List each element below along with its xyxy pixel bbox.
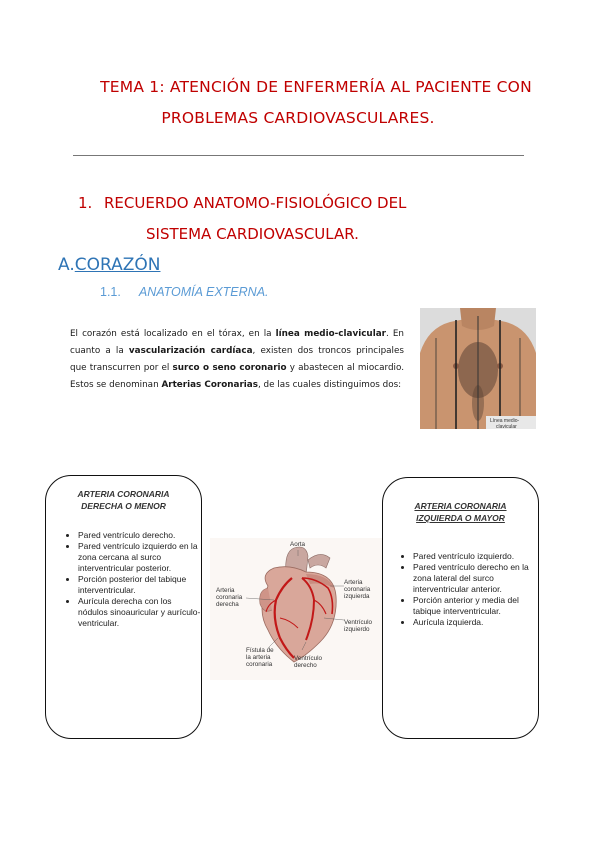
page-title-line-2: PROBLEMAS CARDIOVASCULARES. — [161, 109, 435, 127]
list-item: • Pared ventrículo izquierdo. — [413, 551, 538, 562]
list-item: • Porción posterior del tabique interventricular. — [78, 574, 201, 596]
text-run: y abastecen al miocardio. Estos se denominan — [70, 363, 404, 390]
label-left-ventricle: Ventrículo — [344, 619, 373, 626]
text-run: , existen dos troncos principales que transcurren por el — [70, 346, 404, 373]
title-divider — [73, 155, 524, 156]
bold-term: línea medio-clavicular — [275, 329, 386, 339]
photo-caption-line-1: Línea medio- — [490, 418, 520, 424]
box-title-line-1: ARTERIA CORONARIA — [77, 489, 170, 499]
label-right-coronary: derecha — [216, 601, 239, 608]
subsection-title: CORAZÓN — [74, 255, 161, 275]
label-right-coronary: coronaria — [216, 594, 243, 601]
box-title-line-2: IZQUIERDA O MAYOR — [416, 513, 505, 523]
text-run: , de las cuales distinguimos dos: — [257, 380, 402, 390]
label-left-ventricle: izquierdo — [344, 626, 370, 633]
label-fistula: la arteria — [246, 654, 271, 661]
list-item: • Aurícula derecha con los nódulos sinoauricular y aurículo-ventricular. — [78, 596, 201, 629]
page-title-line-1: TEMA 1: ATENCIÓN DE ENFERMERÍA AL PACIENTE CON — [100, 78, 532, 96]
list-item: • Pared ventrículo derecho en la zona lateral del surco interventricular anterior. — [413, 562, 538, 595]
section-heading-line-1: RECUERDO ANATOMO-FISIOLÓGICO DEL — [104, 194, 407, 212]
label-fistula: coronaria — [246, 661, 273, 668]
supply-list — [46, 530, 201, 629]
heart-coronary-diagram — [210, 538, 382, 680]
left-coronary-artery-box — [382, 477, 539, 739]
subsection-letter: A. — [58, 255, 75, 275]
supply-list — [383, 551, 538, 628]
list-item: • Pared ventrículo izquierdo en la zona cercana al surco interventricular posterior. — [78, 541, 201, 574]
bold-term: surco o seno coronario — [172, 363, 287, 373]
label-right-ventricle: Ventrículo — [294, 655, 323, 662]
label-fistula: Fístula de — [246, 647, 274, 654]
photo-caption-line-2: clavicular — [496, 424, 517, 429]
text-run: . En cuanto a la — [70, 329, 404, 356]
bold-term: vascularización cardíaca — [128, 346, 253, 356]
list-item: • Porción anterior y media del tabique interventricular. — [413, 595, 538, 617]
text-run: El corazón está localizado en el tórax, en la — [70, 329, 276, 339]
list-item: • Aurícula izquierda. — [413, 617, 538, 628]
label-aorta: Aorta — [290, 541, 306, 548]
label-left-coronary: coronaria — [344, 586, 371, 593]
box-title-line-1: ARTERIA CORONARIA — [414, 501, 507, 511]
label-right-ventricle: derecho — [294, 662, 317, 669]
section-heading-line-2: SISTEMA CARDIOVASCULAR. — [146, 225, 359, 243]
section-number: 1. — [78, 194, 93, 212]
subsection-title: ANATOMÍA EXTERNA. — [138, 285, 269, 299]
label-left-coronary: izquierda — [344, 593, 370, 600]
torso-photo — [420, 308, 536, 429]
subsection-number: 1.1. — [100, 285, 121, 299]
label-right-coronary: Arteria — [216, 587, 235, 594]
box-title — [46, 488, 201, 512]
box-title — [383, 500, 538, 524]
subsection-1-1-heading — [100, 285, 269, 299]
subsection-a-heading — [58, 255, 160, 275]
bold-term: Arterias Coronarias — [161, 380, 258, 390]
list-item: • Pared ventrículo derecho. — [78, 530, 201, 541]
label-left-coronary: Arteria — [344, 579, 363, 586]
right-coronary-artery-box — [45, 475, 202, 739]
box-title-line-2: DERECHA O MENOR — [81, 501, 166, 511]
intro-paragraph — [70, 326, 404, 394]
